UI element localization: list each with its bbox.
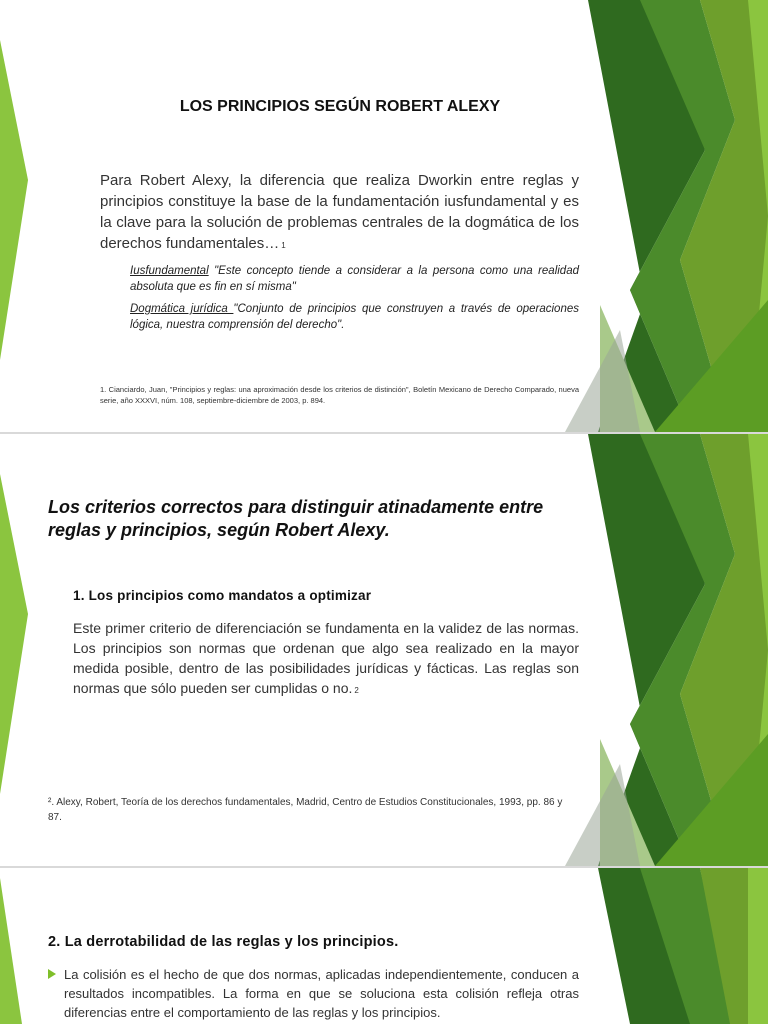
definition-term: Dogmática jurídica: [130, 303, 234, 315]
definition-term: Iusfundamental: [130, 265, 209, 277]
left-green-triangle: [0, 40, 28, 360]
slide-2-footnote: ². Alexy, Robert, Teoría de los derechos fundamentales, Madrid, Centro de Estudios Constitucionales, 1993, pp. 86 y 87.: [48, 797, 563, 823]
slide-3-title: 2. La derrotabilidad de las reglas y los principios.: [48, 934, 399, 950]
left-green-triangle: [0, 878, 22, 1024]
bullet-text: La colisión es el hecho de que dos normas, aplicadas independientemente, conducen a resultados incompatibles. La forma en que se soluciona esta colisión refleja otras diferencias entre el comportamiento de las reglas y los principios.: [64, 967, 579, 1020]
footnote-ref: 1: [281, 241, 286, 250]
slide-1-title: LOS PRINCIPIOS SEGÚN ROBERT ALEXY: [179, 98, 501, 115]
footnote-ref: 2: [354, 685, 359, 695]
slide-3-bullet: [48, 966, 579, 1023]
paragraph-text: Este primer criterio de diferenciación se fundamenta en la validez de las normas. Los principios son normas que ordenan que algo sea realizado en la mayor medida posible, dentro de las posibilidades jurídicas y fácticas. Las reglas son normas que sólo pueden ser cumplidas o no.: [73, 620, 579, 696]
slide-1: [0, 0, 768, 432]
definition-text: "Este concepto tiende a considerar a la persona como una realidad absoluta que es fin en sí misma": [130, 265, 579, 293]
slide-3: [0, 868, 768, 1024]
slide-2: [0, 434, 768, 866]
definition-text: "Conjunto de principios que construyen a través de operaciones lógica, nuestra comprensión del derecho".: [130, 303, 579, 331]
bullet-arrow-icon: [48, 969, 56, 979]
slide-1-footnote: 1. Cianciardo, Juan, "Principios y reglas: una aproximación desde los criterios de distinción", Boletín Mexicano de Derecho Comparado, nueva serie, año XXXVI, núm. 108, septiembre-diciembre de 2003, p. 894.: [100, 385, 579, 405]
slide-1-paragraph: [100, 170, 579, 254]
light-green-edge: [748, 868, 768, 1024]
definition-dogmatica: [130, 302, 579, 333]
paragraph-text: Para Robert Alexy, la diferencia que realiza Dworkin entre reglas y principios constituye la base de la fundamentación iusfundamental y es la clave para la solución de problemas centrales de la dogmática de los derechos fundamentales…: [100, 172, 579, 252]
left-green-triangle: [0, 474, 28, 794]
slide-2-paragraph: [73, 619, 579, 699]
slide-2-title: Los criterios correctos para distinguir atinadamente entre reglas y principios, según Robert Alexy.: [48, 497, 544, 541]
slide-2-subtitle: 1. Los principios como mandatos a optimizar: [73, 588, 372, 603]
definition-iusfundamental: [130, 264, 579, 295]
